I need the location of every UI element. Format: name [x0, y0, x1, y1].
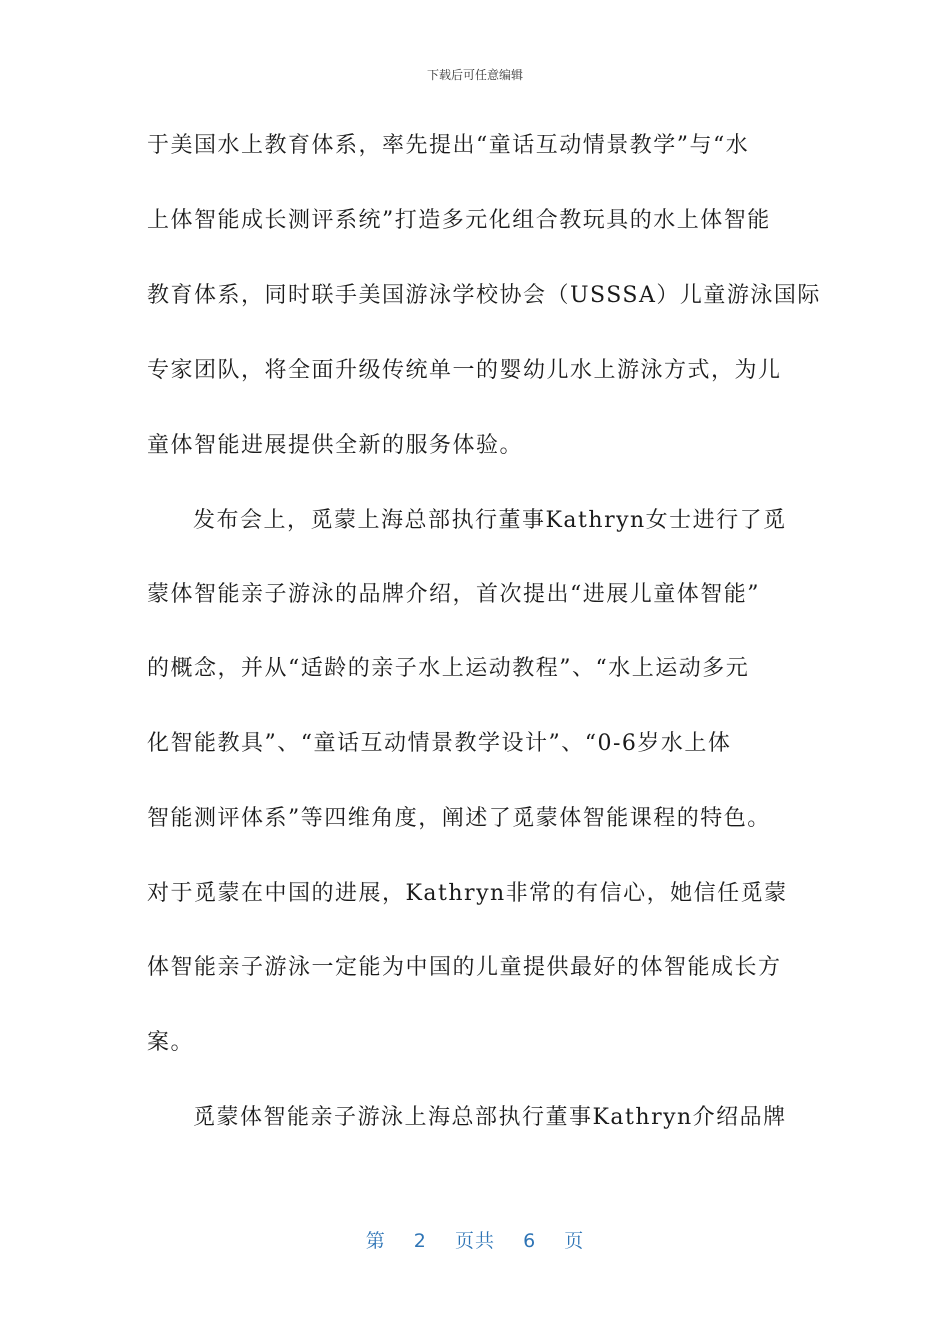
body-line: 案。 [147, 1030, 195, 1055]
body-line: 专家团队，将全面升级传统单一的婴幼儿水上游泳方式，为儿 [147, 358, 782, 383]
body-line: 体智能亲子游泳一定能为中国的儿童提供最好的体智能成长方 [147, 955, 782, 980]
page-header: 下载后可任意编辑 [426, 68, 523, 82]
body-line: 童体智能进展提供全新的服务体验。 [147, 433, 524, 458]
body-line: 发布会上，觅蒙上海总部执行董事Kathryn女士进行了觅 [193, 508, 787, 533]
body-line: 教育体系，同时联手美国游泳学校协会（USSSA）儿童游泳国际 [147, 283, 821, 308]
page-footer [0, 1226, 950, 1253]
body-line: 上体智能成长测评系统”打造多元化组合教玩具的水上体智能 [147, 208, 771, 233]
page-label-suffix: 页 [564, 1230, 585, 1252]
body-line: 化智能教具”、“童话互动情景教学设计”、“0-6岁水上体 [147, 731, 732, 756]
page-current: 2 [413, 1230, 427, 1252]
page-total: 6 [523, 1230, 537, 1252]
body-line: 对于觅蒙在中国的进展，Kathryn非常的有信心，她信任觅蒙 [147, 881, 788, 906]
body-line: 觅蒙体智能亲子游泳上海总部执行董事Kathryn介绍品牌 [193, 1105, 787, 1130]
body-line: 于美国水上教育体系，率先提出“童话互动情景教学”与“水 [147, 133, 750, 158]
body-line: 的概念，并从“适龄的亲子水上运动教程”、“水上运动多元 [147, 656, 750, 681]
body-line: 蒙体智能亲子游泳的品牌介绍，首次提出“进展儿童体智能” [147, 582, 760, 607]
page-label-prefix: 第 [365, 1230, 386, 1252]
body-line: 智能测评体系”等四维角度，阐述了觅蒙体智能课程的特色。 [147, 806, 771, 831]
page-label-mid: 页共 [454, 1230, 495, 1252]
